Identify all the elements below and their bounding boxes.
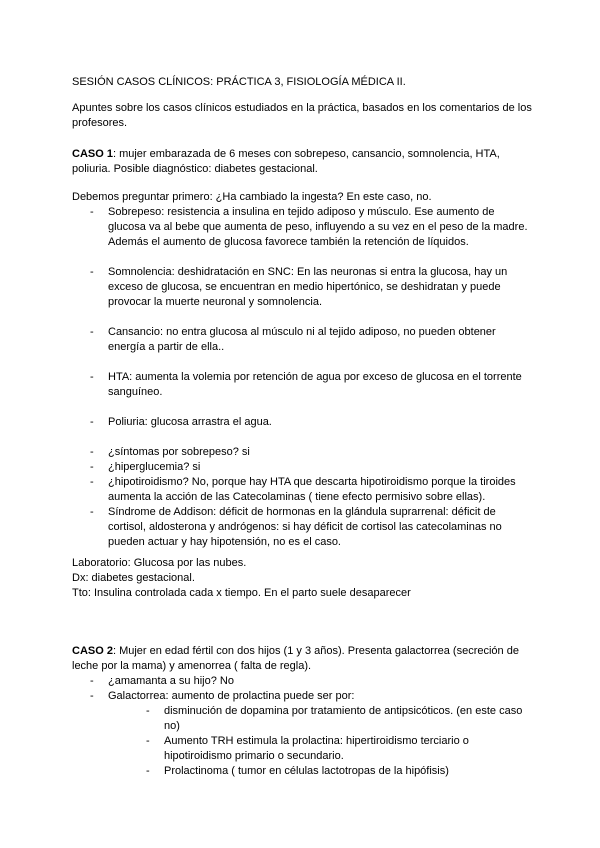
list-item-text: Galactorrea: aumento de prolactina puede ser por: — [108, 690, 355, 702]
bullet-dash: - — [90, 371, 94, 383]
case2-list — [72, 674, 532, 779]
list-item-text: HTA: aumenta la volemia por retención de agua por exceso de glucosa en el torrente sanguíneo. — [108, 371, 522, 398]
case2-text: : Mujer en edad fértil con dos hijos (1 y 3 años). Presenta galactorrea (secreción de leche por la mama) y amenorrea ( falta de regla). — [72, 645, 519, 672]
bullet-dash: - — [90, 206, 94, 218]
sublist-item — [108, 764, 532, 779]
bullet-dash: - — [90, 266, 94, 278]
lab-line: Laboratorio: Glucosa por las nubes. — [72, 557, 247, 569]
bullet-dash: - — [90, 675, 94, 687]
list-item — [72, 674, 532, 689]
sublist-item-text: disminución de dopamina por tratamiento de antipsicóticos. (en este caso no) — [164, 705, 523, 732]
list-item-text: ¿síntomas por sobrepeso? si — [108, 446, 250, 458]
list-item — [72, 505, 532, 550]
bullet-dash: - — [90, 506, 94, 518]
list-item — [72, 460, 532, 475]
bullet-dash: - — [90, 446, 94, 458]
case1-text: : mujer embarazada de 6 meses con sobrepeso, cansancio, somnolencia, HTA, poliuria. Posible diagnóstico: diabetes gestacional. — [72, 148, 500, 175]
list-item-text: Poliuria: glucosa arrastra el agua. — [108, 416, 272, 428]
dx-line: Dx: diabetes gestacional. — [72, 572, 195, 584]
sublist-item-text: Aumento TRH estimula la prolactina: hipertiroidismo terciario o hipotiroidismo primario o secundario. — [164, 735, 469, 762]
galactorrea-sublist — [108, 704, 532, 779]
document-title: SESIÓN CASOS CLÍNICOS: PRÁCTICA 3, FISIOLOGÍA MÉDICA II. — [72, 76, 406, 88]
bullet-dash: - — [146, 705, 150, 717]
case1-results — [72, 556, 532, 601]
sublist-item — [108, 704, 532, 734]
list-item — [72, 415, 532, 430]
bullet-dash: - — [146, 735, 150, 747]
list-item-text: ¿amamanta a su hijo? No — [108, 675, 234, 687]
case1-label: CASO 1 — [72, 148, 113, 160]
case1-question: Debemos preguntar primero: ¿Ha cambiado la ingesta? En este caso, no. — [72, 191, 432, 203]
bullet-dash: - — [90, 326, 94, 338]
sublist-item-text: Prolactinoma ( tumor en células lactotropas de la hipófisis) — [164, 765, 449, 777]
list-item — [72, 265, 532, 310]
intro-paragraph: Apuntes sobre los casos clínicos estudiados en la práctica, basados en los comentarios de los profesores. — [72, 102, 532, 129]
list-item-text: ¿hiperglucemia? si — [108, 461, 201, 473]
list-item — [72, 445, 532, 460]
list-item-text: Cansancio: no entra glucosa al músculo ni al tejido adiposo, no pueden obtener energía a partir de ella.. — [108, 326, 496, 353]
bullet-dash: - — [90, 476, 94, 488]
case2-description — [72, 644, 532, 674]
list-item-text: Sobrepeso: resistencia a insulina en tejido adiposo y músculo. Ese aumento de glucosa va al bebe que aumenta de peso, influyendo a su vez en el peso de la madre. Además el aumento de glucosa favorece también la retención de líquidos. — [108, 206, 528, 248]
list-item-text: Somnolencia: deshidratación en SNC: En las neuronas si entra la glucosa, hay un exceso de glucosa, se encuentran en medio hipertónico, se deshidratan y puede provocar la muerte neuronal y somnolencia. — [108, 266, 508, 308]
bullet-dash: - — [146, 765, 150, 777]
list-item — [72, 475, 532, 505]
list-item-text: ¿hipotiroidismo? No, porque hay HTA que descarta hipotiroidismo porque la tiroides aumenta la acción de las Catecolaminas ( tiene efecto permisivo sobre ellas). — [108, 476, 516, 503]
list-item-text: Síndrome de Addison: déficit de hormonas en la glándula suprarrenal: déficit de cortisol, aldosterona y andrógenos: si hay déficit de cortisol las catecolaminas no pueden actuar y hay hipotensión, no es el caso. — [108, 506, 502, 548]
bullet-dash: - — [90, 690, 94, 702]
tto-line: Tto: Insulina controlada cada x tiempo. En el parto suele desaparecer — [72, 587, 411, 599]
bullet-dash: - — [90, 461, 94, 473]
list-item — [72, 689, 532, 779]
bullet-dash: - — [90, 416, 94, 428]
case1-list — [72, 205, 532, 550]
sublist-item — [108, 734, 532, 764]
list-item — [72, 205, 532, 250]
case1-description — [72, 147, 532, 177]
case2-label: CASO 2 — [72, 645, 113, 657]
list-item — [72, 325, 532, 355]
list-item — [72, 370, 532, 400]
